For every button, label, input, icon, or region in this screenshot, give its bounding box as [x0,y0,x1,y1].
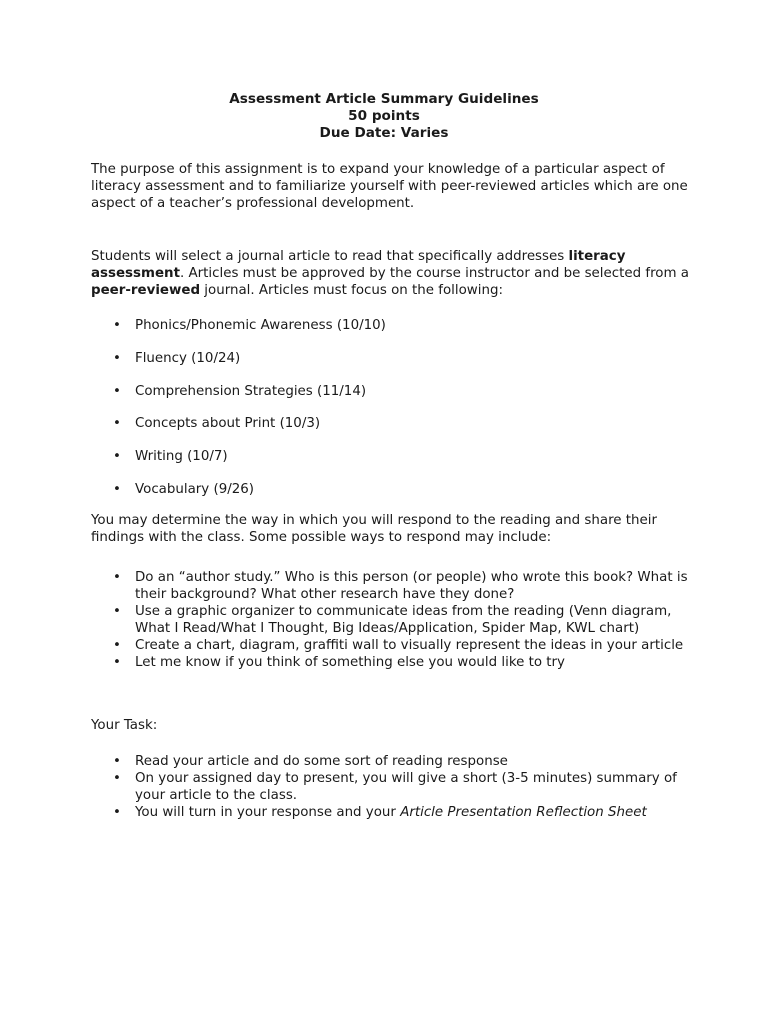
document-title: Assessment Article Summary Guidelines [229,91,539,107]
list-item: • Phonics/Phonemic Awareness (10/10) [91,317,691,334]
respond-options-list [91,569,691,671]
selection-bold-peer-reviewed: peer-reviewed [91,283,201,298]
list-item [91,804,691,821]
topic-list [91,317,691,514]
list-item: • Comprehension Strategies (11/14) [91,383,691,400]
selection-text-3: journal. Articles must focus on the following: [200,283,503,298]
list-item: • Fluency (10/24) [91,350,691,367]
task-heading: Your Task: [91,718,158,733]
list-item: • Use a graphic organizer to communicate ideas from the reading (Venn diagram, What I Read/What I Thought, Big Ideas/Application, Spider Map, KWL chart) [91,603,691,637]
selection-text-2: . Articles must be approved by the course instructor and be selected from a [179,266,689,281]
list-item: • Vocabulary (9/26) [91,481,691,498]
respond-intro-paragraph: You may determine the way in which you will respond to the reading and share their findings with the class. Some possible ways to respond may include: [91,513,657,545]
title-block [0,91,768,142]
list-item: • Do an “author study.” Who is this person (or people) who wrote this book? What is their background? What other research have they done? [91,569,691,603]
list-item: • Let me know if you think of something else you would like to try [91,654,691,671]
selection-text-1: Students will select a journal article to read that specifically addresses [91,249,569,264]
selection-paragraph [91,248,691,299]
list-item: • Read your article and do some sort of reading response [91,753,691,770]
points-line: 50 points [348,108,420,124]
list-item: • Concepts about Print (10/3) [91,415,691,432]
intro-paragraph: The purpose of this assignment is to expand your knowledge of a particular aspect of literacy assessment and to familiarize yourself with peer-reviewed articles which are one aspect of a teacher’s professional development. [91,162,688,211]
due-date-line: Due Date: Varies [319,125,449,141]
list-item: • Create a chart, diagram, graffiti wall to visually represent the ideas in your article [91,637,691,654]
selection-bold-literacy-assessment: literacy assessment [91,249,626,281]
list-item: • On your assigned day to present, you will give a short (3-5 minutes) summary of your article to the class. [91,770,691,804]
task-final-italic: Article Presentation Reflection Sheet [400,805,647,820]
list-item: • Writing (10/7) [91,448,691,465]
task-final-text: You will turn in your response and your [135,805,401,820]
task-list [91,753,691,821]
